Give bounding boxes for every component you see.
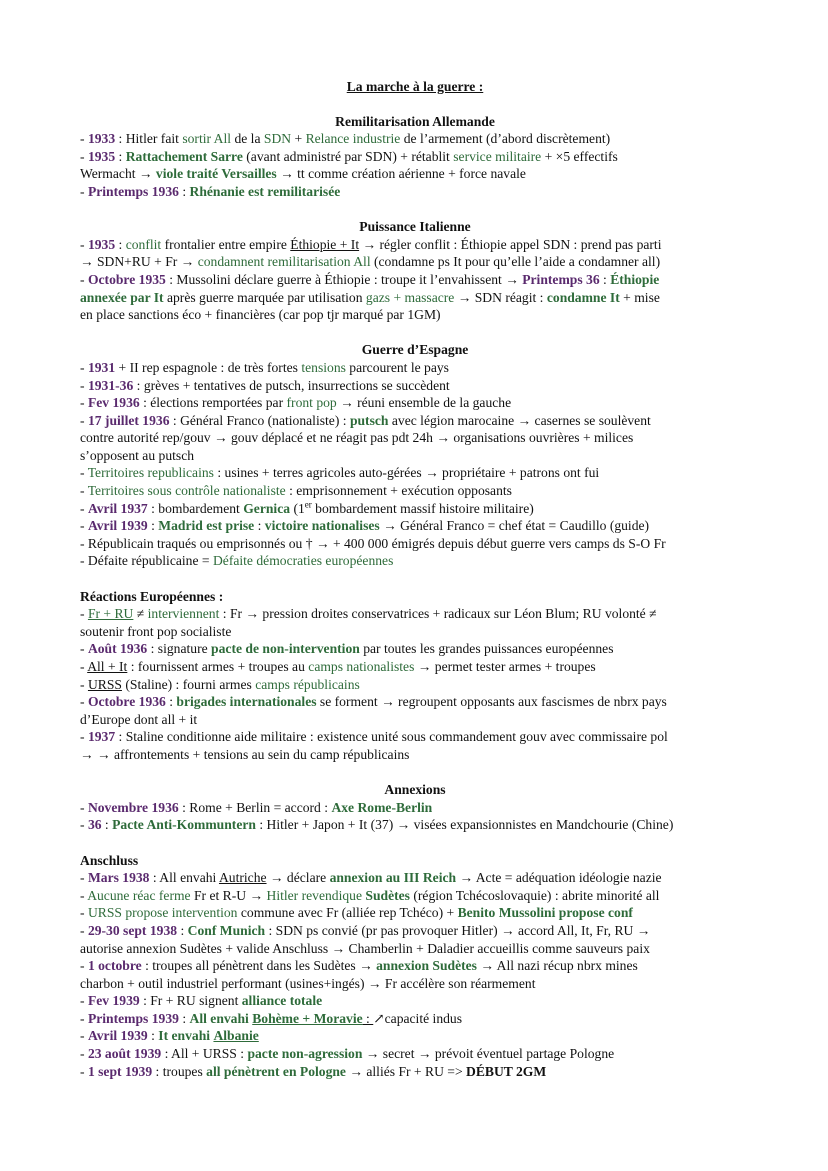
line: - 1933 : Hitler fait sortir All de la SDN + Relance industrie de l’armement (d’abord discrètement) xyxy=(80,131,611,147)
line: - Défaite républicaine = Défaite démocraties européennes xyxy=(80,553,394,569)
line: - Territoires republicains : usines + terres agricoles auto-gérées → propriétaire + patrons ont fui xyxy=(80,465,600,481)
line: - Printemps 1939 : All envahi Bohème + Moravie : ↗capacité indus xyxy=(80,1010,462,1026)
line: → → affrontements + tensions au sein du camp républicains xyxy=(80,746,410,762)
line: - 1937 : Staline conditionne aide militaire : existence unité sous commandement gouv avec commissaire pol xyxy=(80,729,668,745)
document xyxy=(80,78,750,1080)
line: - Mars 1938 : All envahi Autriche → déclare annexion au III Reich → Acte = adéquation idéologie nazie xyxy=(80,870,662,886)
line: - Fev 1936 : élections remportées par front pop → réuni ensemble de la gauche xyxy=(80,395,512,411)
line: Wermacht → viole traité Versailles → tt comme création aérienne + force navale xyxy=(80,166,526,182)
line: - 1931-36 : grèves + tentatives de putsch, insurrections se succèdent xyxy=(80,377,450,393)
line: - Avril 1939 : Madrid est prise : victoire nationalises → Général Franco = chef état = Caudillo (guide) xyxy=(80,518,650,534)
line: - 1 sept 1939 : troupes all pénètrent en Pologne → alliés Fr + RU => DÉBUT 2GM xyxy=(80,1063,547,1079)
line: - Avril 1939 : It envahi Albanie xyxy=(80,1028,259,1044)
line: soutenir front pop socialiste xyxy=(80,623,232,639)
heading-reactions-europeennes: Réactions Européennes : xyxy=(80,588,224,604)
line: - Printemps 1936 : Rhénanie est remilitarisée xyxy=(80,183,341,199)
arrow-up-right-icon: ↗ xyxy=(373,1010,385,1026)
line: - Octobre 1935 : Mussolini déclare guerre à Éthiopie : troupe it l’envahissent → Printemps 36 : Éthiopie xyxy=(80,271,660,287)
line: - Novembre 1936 : Rome + Berlin = accord : Axe Rome-Berlin xyxy=(80,799,433,815)
line: - Fr + RU ≠ interviennent : Fr → pression droites conservatrices + radicaux sur Léon Blum; RU volonté ≠ xyxy=(80,606,657,622)
line: - Aucune réac ferme Fr et R-U → Hitler revendique Sudètes (région Tchécoslovaquie) : abrite minorité all xyxy=(80,887,660,903)
heading-annexions: Annexions xyxy=(384,782,446,798)
line: annexée par It après guerre marquée par utilisation gazs + massacre → SDN réagit : condamne It + mise xyxy=(80,289,660,305)
line: s’opposent au putsch xyxy=(80,447,195,463)
line: - 36 : Pacte Anti-Kommuntern : Hitler + Japon + It (37) → visées expansionnistes en Mandchourie (Chine) xyxy=(80,817,674,833)
heading-guerre-espagne: Guerre d’Espagne xyxy=(361,342,469,358)
line: - Républicain traqués ou emprisonnés ou † → + 400 000 émigrés depuis début guerre vers camps ds S-O Fr xyxy=(80,535,666,551)
line: en place sanctions éco + financières (car pop tjr marqué par 1GM) xyxy=(80,307,441,323)
heading-anschluss: Anschluss xyxy=(80,852,139,868)
line: - 29-30 sept 1938 : Conf Munich : SDN ps convié (pr pas provoquer Hitler) → accord All, It, Fr, RU → xyxy=(80,922,651,938)
line: d’Europe dont all + it xyxy=(80,711,198,727)
line: - Août 1936 : signature pacte de non-intervention par toutes les grandes puissances européennes xyxy=(80,641,614,657)
line: - Avril 1937 : bombardement Gernica (1er bombardement massif histoire militaire) xyxy=(80,499,534,516)
line: - All + It : fournissent armes + troupes au camps nationalistes → permet tester armes + troupes xyxy=(80,659,596,674)
heading-puissance-italienne: Puissance Italienne xyxy=(359,219,471,235)
line: - 1 octobre : troupes all pénètrent dans les Sudètes → annexion Sudètes → All nazi récup nbrx mines xyxy=(80,958,638,974)
line: - 1931 + II rep espagnole : de très fortes tensions parcourent le pays xyxy=(80,359,449,375)
line: - 1935 : Rattachement Sarre (avant administré par SDN) + rétablit service militaire + ×5 effectifs xyxy=(80,148,618,164)
line: - 23 août 1939 : All + URSS : pacte non-agression → secret → prévoit éventuel partage Pologne xyxy=(80,1046,615,1062)
line: - 1935 : conflit frontalier entre empire Éthiopie + It → régler conflit : Éthiopie appel SDN : prend pas parti xyxy=(80,236,662,252)
heading-remilitarisation: Remilitarisation Allemande xyxy=(335,113,495,129)
line: contre autorité rep/gouv → gouv déplacé et ne réagit pas pdt 24h → organisations ouvrières + milices xyxy=(80,430,634,446)
document-title: La marche à la guerre : xyxy=(346,79,484,94)
line: - Fev 1939 : Fr + RU signent alliance totale xyxy=(80,993,323,1009)
line: - Octobre 1936 : brigades internationales se forment → regroupent opposants aux fascismes de nbrx pays xyxy=(80,694,667,710)
line: charbon + outil industriel performant (usines+ingés) → Fr accélère son réarmement xyxy=(80,975,536,991)
line: - URSS (Staline) : fourni armes camps républicains xyxy=(80,676,360,692)
line: - URSS propose intervention commune avec Fr (alliée rep Tchéco) + Benito Mussolini propose conf xyxy=(80,905,633,921)
line: - 17 juillet 1936 : Général Franco (nationaliste) : putsch avec légion marocaine → casernes se soulèvent xyxy=(80,412,651,428)
line: - Territoires sous contrôle nationaliste : emprisonnement + exécution opposants xyxy=(80,483,512,499)
line: autorise annexion Sudètes + valide Anschluss → Chamberlin + Daladier accueillis comme sauveurs paix xyxy=(80,940,650,956)
line: → SDN+RU + Fr → condamnent remilitarisation All (condamne ps It pour qu’elle l’aide a condamner all) xyxy=(80,254,661,270)
